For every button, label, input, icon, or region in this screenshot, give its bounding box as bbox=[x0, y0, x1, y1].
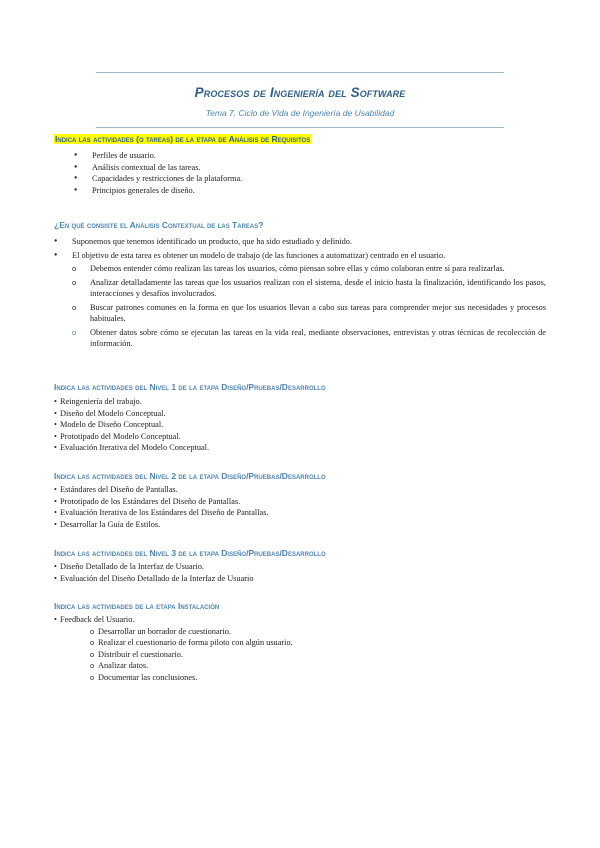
sub-list-item: o Analizar detalladamente las tareas que los usuarios realizan con el sistema, desde el inicio hasta la finalización, identificando los pasos, interacciones y desafíos involucrados. bbox=[54, 277, 546, 300]
sub-list-item: o Obtener datos sobre cómo se ejecutan las tareas en la vida real, mediante observaciones, entrevistas y otras técnicas de recolección de información. bbox=[54, 327, 546, 350]
list-item: • Diseño Detallado de la Interfaz de Usuario. bbox=[54, 561, 534, 573]
list-item: • Feedback del Usuario. bbox=[54, 614, 534, 626]
sub-list-item: o Realizar el cuestionario de forma piloto con algún usuario. bbox=[54, 637, 534, 649]
sub-list-item: o Documentar las conclusiones. bbox=[54, 672, 534, 684]
list-item: ● El objetivo de esta tarea es obtener un modelo de trabajo (de las funciones a automatizar) centrado en el usuario. bbox=[54, 250, 546, 262]
analisis-contextual-body bbox=[54, 236, 546, 352]
section-heading-instalacion: Indica las actividades de la etapa Instalación bbox=[54, 601, 220, 611]
list-item: ● Capacidades y restricciones de la plataforma. bbox=[74, 173, 514, 185]
list-item: • Modelo de Diseño Conceptual. bbox=[54, 419, 534, 431]
section-heading-nivel-3: Indica las actividades del Nivel 3 de la etapa Diseño/Pruebas/Desarrollo bbox=[54, 548, 326, 558]
section-heading-analisis-contextual: ¿En qué consiste el Análisis Contextual de las Tareas? bbox=[54, 220, 264, 230]
page-subtitle: Tema 7. Ciclo de Vida de Ingeniería de Usabilidad bbox=[205, 108, 395, 118]
list-nivel-1 bbox=[54, 396, 534, 454]
sub-list-item: o Desarrollar un borrador de cuestionario. bbox=[54, 626, 534, 638]
list-item: • Desarrollar la Guía de Estilos. bbox=[54, 519, 534, 531]
sub-list-item: o Analizar datos. bbox=[54, 660, 534, 672]
header-rule-bottom bbox=[96, 127, 504, 128]
page-title: Procesos de Ingeniería del Software bbox=[194, 85, 406, 100]
list-item: • Prototipado del Modelo Conceptual. bbox=[54, 431, 534, 443]
list-item: • Reingeniería del trabajo. bbox=[54, 396, 534, 408]
header-rule-top bbox=[96, 72, 504, 73]
list-item: • Diseño del Modelo Conceptual. bbox=[54, 408, 534, 420]
list-item: • Estándares del Diseño de Pantallas. bbox=[54, 484, 534, 496]
sub-list-item: o Buscar patrones comunes en la forma en que los usuarios llevan a cabo sus tareas para comprender mejor sus necesidades y procesos habituales. bbox=[54, 302, 546, 325]
list-item: • Prototipado de los Estándares del Diseño de Pantallas. bbox=[54, 496, 534, 508]
sub-list-item: o Distribuir el cuestionario. bbox=[54, 649, 534, 661]
list-nivel-3 bbox=[54, 561, 534, 584]
list-item: ● Suponemos que tenemos identificado un producto, que ha sido estudiado y definido. bbox=[54, 236, 546, 248]
list-item: • Evaluación Iterativa de los Estándares del Diseño de Pantallas. bbox=[54, 507, 534, 519]
list-item: ● Principios generales de diseño. bbox=[74, 185, 514, 197]
list-item: ● Perfiles de usuario. bbox=[74, 150, 514, 162]
section-heading-requisitos: Indica las actividades (o tareas) de la etapa de Análisis de Requisitos bbox=[55, 134, 311, 144]
section-heading-nivel-2: Indica las actividades del Nivel 2 de la etapa Diseño/Pruebas/Desarrollo bbox=[54, 471, 326, 481]
list-item: • Evaluación del Diseño Detallado de la Interfaz de Usuario bbox=[54, 573, 534, 585]
section-heading-nivel-1: Indica las actividades del Nivel 1 de la etapa Diseño/Pruebas/Desarrollo bbox=[54, 382, 326, 392]
list-item: • Evaluación Iterativa del Modelo Conceptual. bbox=[54, 442, 534, 454]
instalacion-body bbox=[54, 614, 534, 683]
sub-list-item: o Debemos entender cómo realizan las tareas los usuarios, cómo piensan sobre ellas y cómo colaboran entre sí para realizarlas. bbox=[54, 263, 546, 275]
list-item: ● Análisis contextual de las tareas. bbox=[74, 162, 514, 174]
list-nivel-2 bbox=[54, 484, 534, 530]
list-requisitos bbox=[74, 150, 514, 196]
